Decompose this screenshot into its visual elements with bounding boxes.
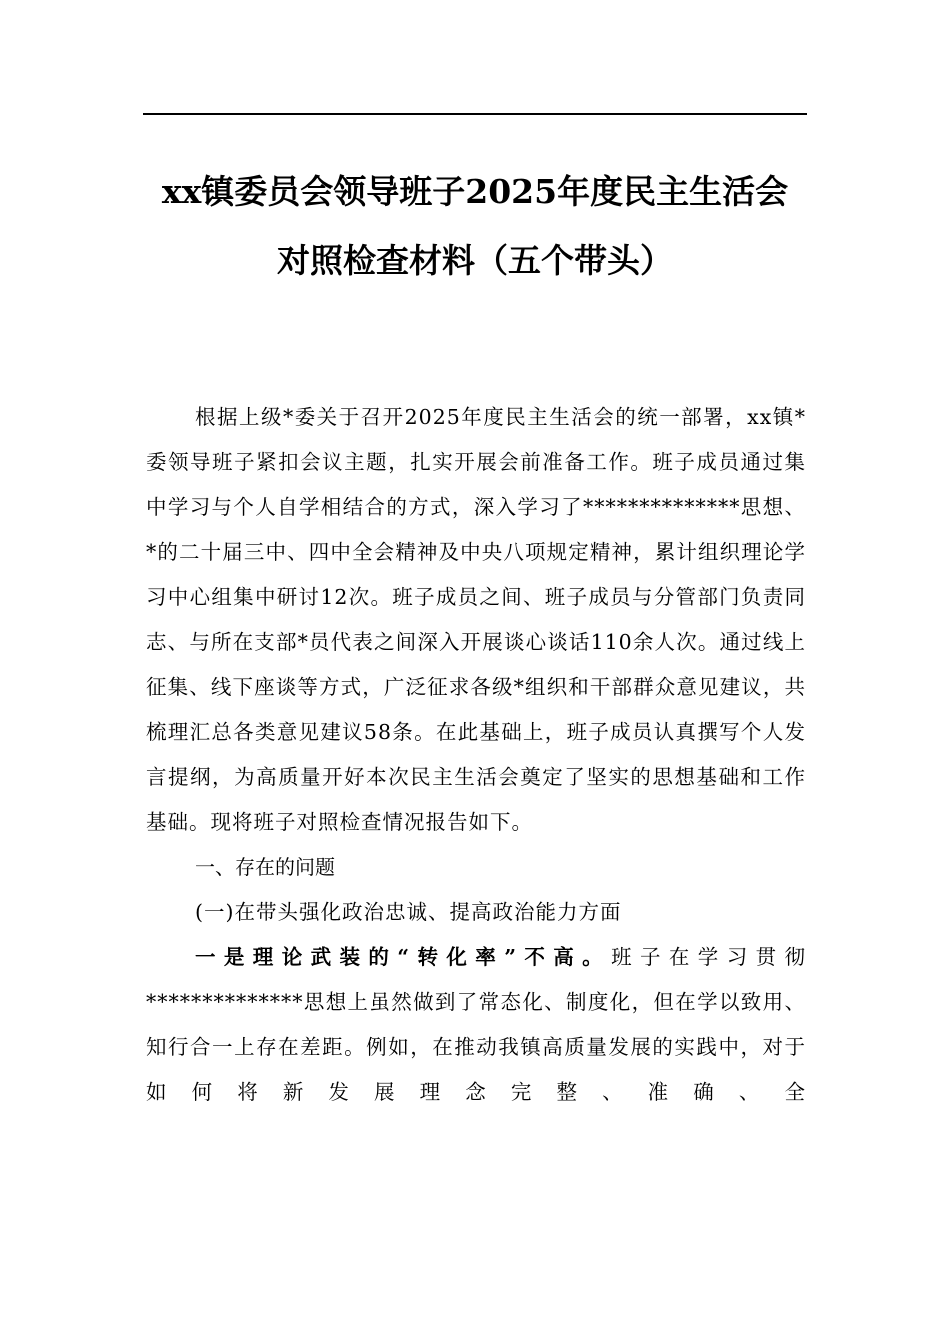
point-lead: 一是理论武装的“转化率”不高。	[195, 945, 612, 969]
document-title-line-2: 对照检查材料（五个带头）	[277, 241, 673, 280]
point-text: 班子在学习贯彻**************思想上虽然做到了常态化、制度化，但在学以致用、知行合一上存在差距。例如，在推动我镇高质量发展的实践中，对于如何将新发展理念完整、准确、全	[146, 945, 806, 1104]
intro-paragraph: 根据上级*委关于召开2025年度民主生活会的统一部署，xx镇*委领导班子紧扣会议主题，扎实开展会前准备工作。班子成员通过集中学习与个人自学相结合的方式，深入学习了**************思想、*的二十届三中、四中全会精神及中央八项规定精神，累计组织理论学习中心组集中研讨12次。班子成员之间、班子成员与分管部门负责同志、与所在支部*员代表之间深入开展谈心谈话110余人次。通过线上征集、线下座谈等方式，广泛征求各级*组织和干部群众意见建议，共梳理汇总各类意见建议58条。在此基础上，班子成员认真撰写个人发言提纲，为高质量开好本次民主生活会奠定了坚实的思想基础和工作基础。现将班子对照检查情况报告如下。	[146, 405, 806, 834]
section-heading: 一、存在的问题	[195, 855, 335, 879]
header-rule	[143, 113, 807, 115]
point-paragraph	[146, 935, 806, 1115]
subsection-heading: (一)在带头强化政治忠诚、提高政治能力方面	[195, 900, 622, 924]
document-title-line-1: xx镇委员会领导班子2025年度民主生活会	[161, 172, 789, 211]
document-body	[146, 395, 806, 1115]
